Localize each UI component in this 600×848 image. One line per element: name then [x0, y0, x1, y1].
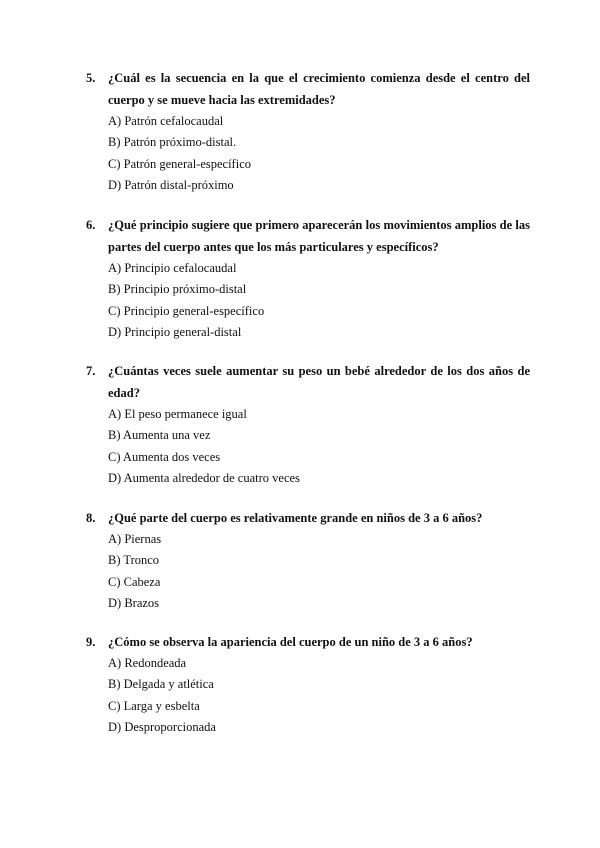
question-number: 5. — [86, 71, 96, 85]
option-b: B) Patrón próximo-distal. — [108, 135, 237, 150]
option-d: D) Desproporcionada — [108, 719, 216, 734]
option-d: D) Principio general-distal — [108, 324, 242, 339]
question-number: 6. — [86, 218, 96, 232]
question-heading — [86, 214, 530, 258]
question-number: 8. — [86, 511, 96, 525]
option-a: A) Redondeada — [108, 656, 187, 670]
option-a: A) Principio cefalocaudal — [108, 261, 237, 275]
question-5 — [86, 67, 530, 196]
answer-options — [86, 653, 530, 738]
option-c: C) Larga y esbelta — [108, 698, 200, 713]
answer-options — [86, 258, 530, 343]
question-heading — [86, 631, 530, 653]
question-number: 9. — [86, 635, 96, 649]
option-b: B) Tronco — [108, 553, 160, 568]
question-9 — [86, 631, 530, 738]
option-d: D) Brazos — [108, 595, 160, 610]
option-c: C) Principio general-específico — [108, 303, 265, 318]
question-text: ¿Cómo se observa la apariencia del cuerpo de un niño de 3 a 6 años? — [108, 635, 473, 649]
question-heading — [86, 507, 530, 529]
answer-options — [86, 111, 530, 196]
question-text: ¿Cuántas veces suele aumentar su peso un bebé alrededor de los dos años de edad? — [108, 364, 530, 400]
question-text: ¿Cuál es la secuencia en la que el crecimiento comienza desde el centro del cuerpo y se mueve hacia las extremidades? — [108, 71, 530, 107]
option-d: D) Aumenta alrededor de cuatro veces — [108, 470, 300, 485]
question-number: 7. — [86, 364, 96, 378]
option-c: C) Aumenta dos veces — [108, 449, 221, 464]
option-a: A) El peso permanece igual — [108, 407, 247, 421]
option-a: A) Patrón cefalocaudal — [108, 114, 224, 128]
question-heading — [86, 67, 530, 111]
question-7 — [86, 360, 530, 489]
option-c: C) Cabeza — [108, 574, 161, 589]
question-6 — [86, 214, 530, 343]
option-b: B) Aumenta una vez — [108, 428, 211, 443]
option-c: C) Patrón general-específico — [108, 156, 251, 171]
answer-options — [86, 529, 530, 614]
option-b: B) Principio próximo-distal — [108, 282, 247, 297]
question-text: ¿Qué principio sugiere que primero aparecerán los movimientos amplios de las partes del cuerpo antes que los más particulares y específicos? — [108, 218, 530, 254]
question-heading — [86, 360, 530, 404]
option-d: D) Patrón distal-próximo — [108, 177, 234, 192]
option-a: A) Piernas — [108, 532, 162, 546]
question-text: ¿Qué parte del cuerpo es relativamente grande en niños de 3 a 6 años? — [108, 511, 483, 525]
question-8 — [86, 507, 530, 614]
answer-options — [86, 404, 530, 489]
option-b: B) Delgada y atlética — [108, 677, 214, 692]
